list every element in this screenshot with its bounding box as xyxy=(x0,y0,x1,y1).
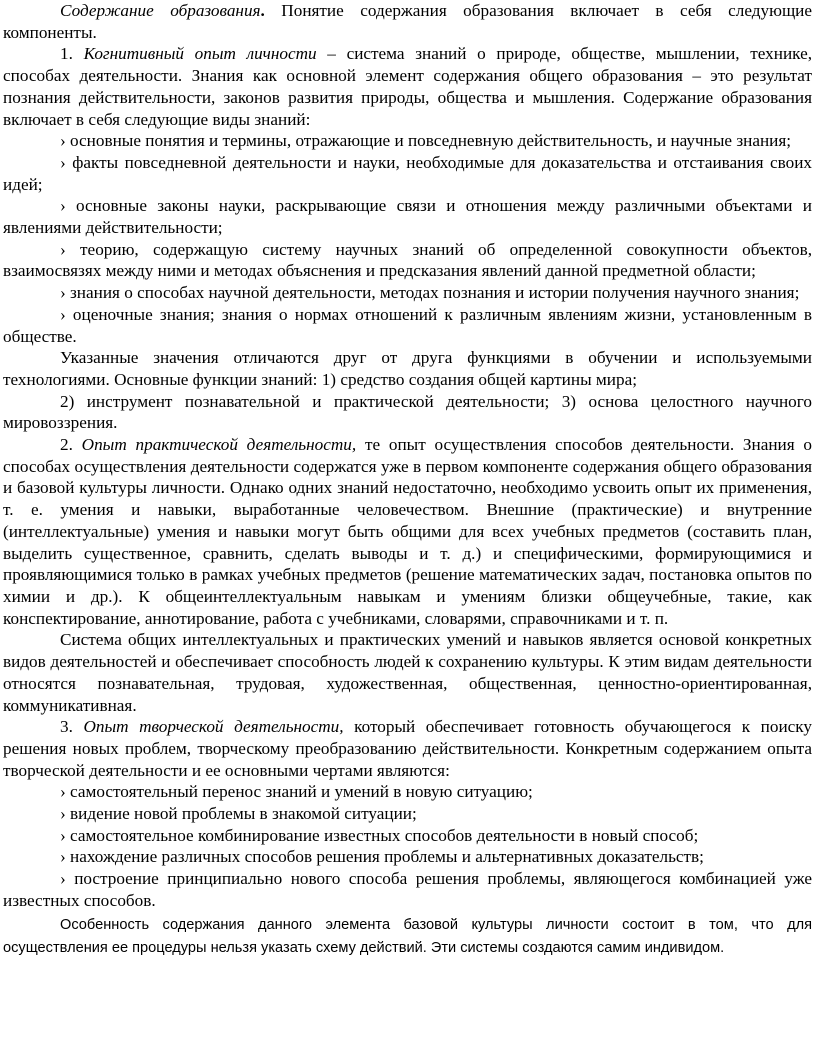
section-3-number: 3. xyxy=(60,717,84,737)
intro-term: Содержание образования xyxy=(60,1,261,20)
functions-paragraph-2: 2) инструмент познавательной и практической деятельности; 3) основа целостного научного мировоззрения. xyxy=(3,391,812,433)
knowledge-item: › теорию, содержащую систему научных знаний об определенной совокупности объектов, взаимосвязях между ними и методах объяснения и предсказания явлений данной предметной области; xyxy=(3,239,812,281)
intro-paragraph xyxy=(3,0,812,43)
intro-dot: . xyxy=(260,1,265,20)
section-3-term: Опыт творческой деятельности, xyxy=(83,717,344,737)
creative-item: › видение новой проблемы в знакомой ситуации; xyxy=(60,804,417,824)
knowledge-item: › оценочные знания; знания о нормах отношений к различным явлениям жизни, установленным в обществе. xyxy=(3,304,812,346)
section-2-term: Опыт практической деятельности, xyxy=(81,435,357,455)
knowledge-item: › основные понятия и термины, отражающие и повседневную действительность, и научные знания; xyxy=(60,131,792,151)
creative-item: › построение принципиально нового способа решения проблемы, являющегося комбинацией уже известных способов. xyxy=(3,869,812,910)
section-1-term: Когнитивный опыт личности xyxy=(83,44,317,64)
section-1-paragraph xyxy=(3,43,812,130)
creative-item: › самостоятельный перенос знаний и умений в новую ситуацию; xyxy=(60,782,533,802)
final-paragraph: Особенность содержания данного элемента базовой культуры личности состоит в том, что для осуществления ее процедуры нельзя указать схему действий. Эти системы создаются самим индивидом. xyxy=(3,916,812,956)
section-3-text: который обеспечивает готовность обучающегося к поиску решения новых проблем, творческому преобразованию действительности. Конкретным содержанием опыта творческой деятельности и ее основными чертами являются: xyxy=(3,717,813,780)
section-1-number: 1. xyxy=(60,44,84,64)
section-1-text: – система знаний о природе, обществе, мышлении, технике, способах деятельности. Знания как основной элемент содержания общего образования – это результат познания действительности, законов развития природы, общества и мышления. Содержание образования включает в себя следующие виды знаний: xyxy=(3,44,812,129)
creative-item: › самостоятельное комбинирование известных способов деятельности в новый способ; xyxy=(60,825,699,845)
section-2-paragraph xyxy=(3,434,812,629)
skills-paragraph: Система общих интеллектуальных и практических умений и навыков является основой конкретных видов деятельностей и обеспечивает способность людей к сохранению культуры. К этим видам деятельности относятся познавательная, трудовая, художественная, общественная, ценностно-ориентированная, коммуникативная. xyxy=(3,630,812,715)
section-2-text: те опыт осуществления способов деятельности. Знания о способах осуществления деятельности содержатся уже в первом компоненте содержания общего образования и базовой культуры личности. Однако одних знаний недостаточно, необходимо усвоить опыт их применения, т. е. умения и навыки, выработанные человечеством. Внешние (практические) и внутренние (интеллектуальные) умения и навыки могут быть общими для всех учебных предметов (составить план, выделить существенное, сравнить, сделать выводы и т. д.) и специфическими, формирующимися и проявляющимися только в рамках учебных предметов (решение математических задач, постановка опытов по химии и др.). К общеинтеллектуальным навыкам и умениям близки общеучебные, такие, как конспектирование, аннотирование, работа с учебниками, словарями, справочниками и т. п. xyxy=(3,435,812,628)
creative-item: › нахождение различных способов решения проблемы и альтернативных доказательств; xyxy=(60,847,704,867)
knowledge-item: › факты повседневной деятельности и науки, необходимые для доказательства и отстаивания своих идей; xyxy=(3,152,812,194)
knowledge-item: › основные законы науки, раскрывающие связи и отношения между различными объектами и явлениями действительности; xyxy=(3,196,812,238)
knowledge-item: › знания о способах научной деятельности, методах познания и истории получения научного знания; xyxy=(60,283,800,303)
intro-text: Понятие содержания образования включает в себя следующие компоненты. xyxy=(3,1,812,42)
functions-paragraph: Указанные значения отличаются друг от друга функциями в обучении и используемыми технологиями. Основные функции знаний: 1) средство создания общей картины мира; xyxy=(3,348,812,389)
section-3-paragraph xyxy=(3,716,812,781)
section-2-number: 2. xyxy=(60,435,82,455)
